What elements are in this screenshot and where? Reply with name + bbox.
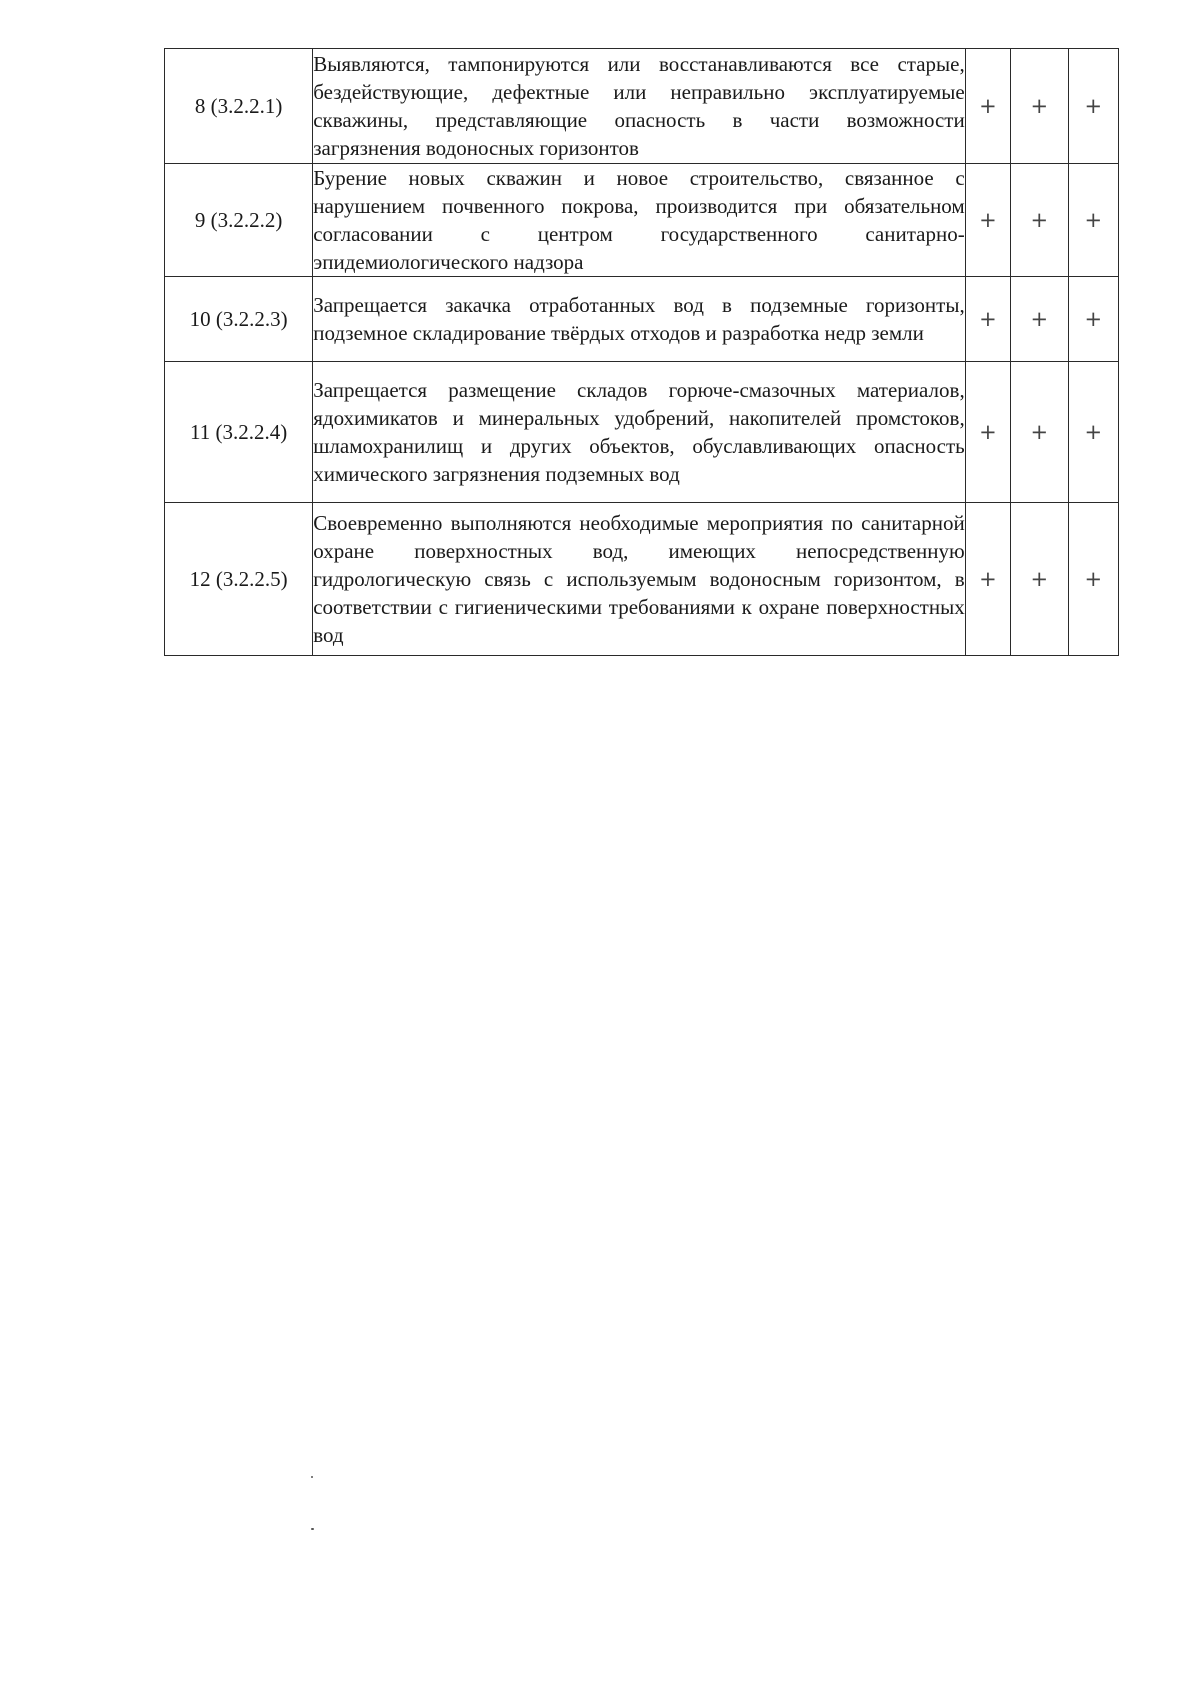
item-number: 9 (3.2.2.2) [165, 164, 313, 277]
requirement-text: Запрещается размещение складов горюче-смазочных материалов, ядохимикатов и минеральных удобрений, накопителей промстоков, шламохранилищ и других объектов, обуславливающих опасность химического загрязнения подземных вод [313, 362, 965, 503]
item-number: 10 (3.2.2.3) [165, 277, 313, 362]
compliance-mark: + [1068, 164, 1118, 277]
compliance-mark: + [1068, 362, 1118, 503]
scan-speck [311, 1476, 313, 1478]
item-number: 8 (3.2.2.1) [165, 49, 313, 164]
requirements-table [164, 48, 1119, 656]
compliance-mark: + [1068, 503, 1118, 656]
scan-speck [311, 1528, 314, 1530]
compliance-mark: + [965, 362, 1010, 503]
requirement-text: Своевременно выполняются необходимые мероприятия по санитарной охране поверхностных вод, имеющих непосредственную гидрологическую связь с используемым водоносным горизонтом, в соответствии с гигиеническими требованиями к охране поверхностных вод [313, 503, 965, 656]
table-row [165, 277, 1119, 362]
compliance-mark: + [1011, 503, 1068, 656]
compliance-mark: + [965, 164, 1010, 277]
compliance-mark: + [965, 49, 1010, 164]
requirement-text: Бурение новых скважин и новое строительство, связанное с нарушением почвенного покрова, производится при обязательном согласовании с центром государственного санитарно-эпидемиологического надзора [313, 164, 965, 277]
compliance-mark: + [1011, 49, 1068, 164]
compliance-mark: + [965, 277, 1010, 362]
table-row [165, 164, 1119, 277]
requirement-text: Выявляются, тампонируются или восстанавливаются все старые, бездействующие, дефектные или неправильно эксплуатируемые скважины, представляющие опасность в части возможности загрязнения водоносных горизонтов [313, 49, 965, 164]
compliance-mark: + [1011, 362, 1068, 503]
item-number: 12 (3.2.2.5) [165, 503, 313, 656]
table-row [165, 503, 1119, 656]
compliance-mark: + [1011, 164, 1068, 277]
compliance-mark: + [965, 503, 1010, 656]
table-row [165, 49, 1119, 164]
table-row [165, 362, 1119, 503]
compliance-mark: + [1068, 277, 1118, 362]
compliance-mark: + [1068, 49, 1118, 164]
requirement-text: Запрещается закачка отработанных вод в подземные горизонты, подземное складирование твёрдых отходов и разработка недр земли [313, 277, 965, 362]
compliance-mark: + [1011, 277, 1068, 362]
item-number: 11 (3.2.2.4) [165, 362, 313, 503]
